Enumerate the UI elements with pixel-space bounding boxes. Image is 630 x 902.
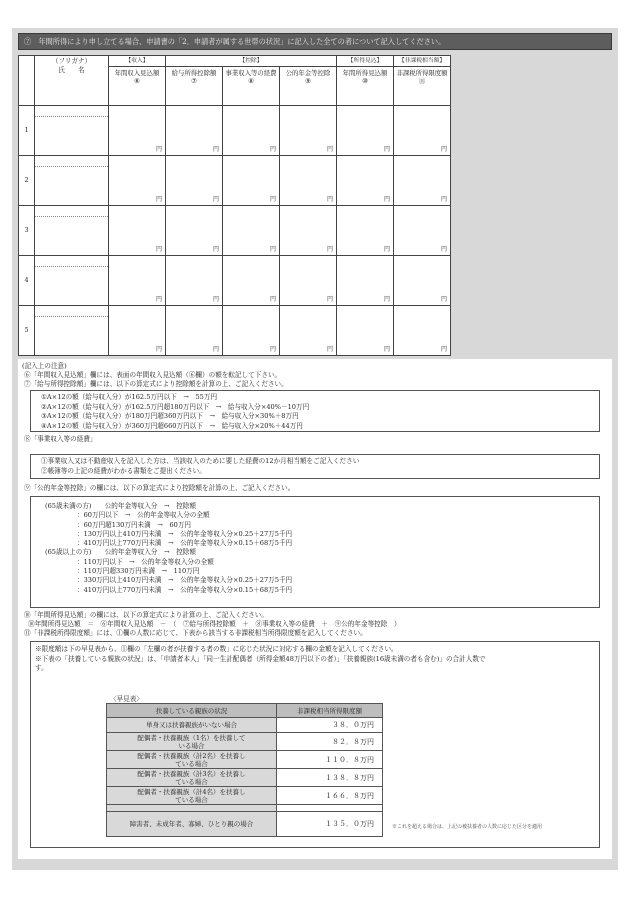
note-9-over65: (65歳以上の方) 公的年金等収入分 → 控除額 [45, 548, 196, 557]
quick-table-title: 〈早見表〉 [110, 695, 143, 703]
quick-head-limit: 非課税相当所得限度額 [277, 704, 383, 718]
table-row [19, 306, 451, 356]
amount-area [223, 156, 279, 205]
amount-area [337, 156, 393, 205]
yen-unit: 円 [269, 345, 276, 353]
quick-row [107, 751, 383, 769]
amount-area [166, 306, 222, 355]
amount-area [109, 306, 165, 355]
yen-unit: 円 [441, 295, 448, 303]
quick-row [107, 733, 383, 751]
name-cell [35, 156, 109, 206]
yen-unit: 円 [441, 245, 448, 253]
amount-area [109, 206, 165, 255]
note-9-under65: ：60万円以下 → 公的年金等収入分の全額 [77, 511, 210, 520]
amount-area [166, 106, 222, 155]
amount-cell-6 [394, 106, 451, 156]
column-label: 年間所得見込額 [342, 69, 388, 77]
amount-area [394, 256, 450, 305]
quick-row [107, 718, 383, 733]
note-9-over65: ：110万円超330万円未満 → 110万円 [77, 567, 200, 576]
note-7-item: ②A×12の額（給与収入分）が162.5万円超180万円以下 → 給与収入分×40%－10万円 [41, 402, 310, 411]
quick-status: 配偶者・扶養親族（計3名）を扶養している場合 [107, 769, 277, 787]
quick-limit: １６６．８万円 [277, 787, 383, 805]
note-9-over65: ：330万円以上410万円未満 → 公的年金等収入分×0.25＋27万5千円 [77, 576, 293, 585]
amount-area [223, 206, 279, 255]
column-number: ⑥ [134, 77, 140, 86]
furigana-line [35, 156, 108, 167]
note-9-under65: (65歳未満の方) 公的年金等収入分 → 控除額 [45, 502, 196, 510]
name-header: （フリガナ） 氏 名 [35, 56, 109, 106]
amount-area [166, 156, 222, 205]
amount-area [394, 106, 450, 155]
group-income: 【収入】 [109, 56, 166, 67]
amount-area [394, 156, 450, 205]
column-header-1 [109, 67, 166, 106]
note-9-under65: ：60万円超130万円未満 → 60万円 [77, 520, 192, 529]
note-6: ⑥「年間収入見込額」欄には、表面の年間収入見込額（⑥欄）の額を転記して下さい。 [24, 371, 282, 379]
yen-unit: 円 [155, 345, 162, 353]
column-label: 公的年金等控除 [285, 69, 331, 77]
amount-cell-2 [166, 156, 223, 206]
yen-unit: 円 [269, 195, 276, 203]
amount-cell-3 [223, 106, 280, 156]
amount-area [109, 256, 165, 305]
yen-unit: 円 [384, 345, 391, 353]
note-11: ⑪「非課税所得限度額」には、①欄の人数に応じて、下表から該当する非課税相当所得限度額を記入してください。 [24, 629, 367, 637]
quick-row [107, 769, 383, 787]
amount-cell-6 [394, 256, 451, 306]
yen-unit: 円 [212, 295, 219, 303]
yen-unit: 円 [155, 295, 162, 303]
yen-unit: 円 [269, 245, 276, 253]
yen-unit: 円 [212, 195, 219, 203]
amount-area [109, 156, 165, 205]
quick-special-status: 障害者、未成年者、寡婦、ひとり親の場合 [107, 812, 277, 837]
amount-area [337, 106, 393, 155]
group-estimate: 【所得見込】 [337, 56, 394, 67]
note-7: ⑦「給与所得控除額」欄には、以下の算定式により控除額を計算の上、ご記入ください。 [24, 380, 288, 388]
note-7-box [30, 390, 600, 432]
note-10: ⑩「年間所得見込額」の欄には、以下の算定式により計算の上、ご記入ください。 [24, 611, 268, 619]
amount-area [280, 306, 336, 355]
note-9-over65: ：410万円以上770万円未満 → 公的年金等収入分×0.15＋68万5千円 [77, 585, 293, 594]
amount-area [280, 156, 336, 205]
quick-status: 単身又は扶養親族がいない場合 [107, 718, 277, 733]
amount-area [337, 256, 393, 305]
amount-cell-3 [223, 156, 280, 206]
amount-cell-1 [109, 106, 166, 156]
column-header-5 [337, 67, 394, 106]
quick-status: 配偶者・扶養親族（計4名）を扶養している場合 [107, 787, 277, 805]
amount-area [223, 306, 279, 355]
name-cell [35, 256, 109, 306]
amount-area [166, 206, 222, 255]
column-number: ⑩ [362, 77, 368, 86]
amount-area [280, 206, 336, 255]
yen-unit: 円 [441, 345, 448, 353]
table-row [19, 156, 451, 206]
yen-unit: 円 [327, 245, 334, 253]
table-row [19, 106, 451, 156]
yen-unit: 円 [441, 195, 448, 203]
yen-unit: 円 [155, 145, 162, 153]
quick-spacer-cell [277, 805, 383, 812]
note-11-item: す。 [35, 664, 48, 672]
note-10-formula: ⑩年間所得見込額 ＝ ⑥年間収入見込額 － （ ⑦給与所得控除額 ＋ ⑧事業収入等の経費 ＋ ⑨公的年金等控除 ） [28, 620, 401, 628]
yen-unit: 円 [155, 245, 162, 253]
quick-status: 配偶者・扶養親族（1名）を扶養している場合 [107, 733, 277, 751]
amount-cell-2 [166, 106, 223, 156]
furigana-line [35, 256, 108, 267]
quick-reference-table [106, 703, 383, 837]
table-row [19, 206, 451, 256]
row-number: 5 [19, 306, 35, 356]
yen-unit: 円 [384, 195, 391, 203]
column-header-2 [166, 67, 223, 106]
yen-unit: 円 [384, 295, 391, 303]
row-number: 2 [19, 156, 35, 206]
column-label: 事業収入等の経費 [225, 69, 277, 77]
amount-cell-3 [223, 206, 280, 256]
amount-cell-1 [109, 206, 166, 256]
amount-cell-4 [280, 106, 337, 156]
column-header-6 [394, 67, 451, 106]
amount-area [337, 306, 393, 355]
quick-limit: １３８．８万円 [277, 769, 383, 787]
quick-special-limit: １３５．０万円 [277, 812, 383, 837]
group-deduction: 【控除】 [166, 56, 337, 67]
note-7-item: ①A×12の額（給与収入分）が162.5万円以下 → 55万円 [41, 393, 218, 401]
amount-area [223, 256, 279, 305]
amount-cell-1 [109, 256, 166, 306]
amount-area [394, 306, 450, 355]
amount-cell-6 [394, 156, 451, 206]
note-9-over65: ：110万円以下 → 公的年金等収入分の全額 [77, 557, 214, 566]
quick-limit: １１０．８万円 [277, 751, 383, 769]
furigana-line [35, 206, 108, 217]
quick-head-status: 扶養している親族の状況 [107, 704, 277, 718]
amount-cell-5 [337, 106, 394, 156]
quick-spacer [107, 805, 277, 812]
amount-cell-2 [166, 306, 223, 356]
yen-unit: 円 [155, 195, 162, 203]
yen-unit: 円 [384, 145, 391, 153]
note-8-box [30, 454, 600, 479]
amount-cell-6 [394, 206, 451, 256]
name-cell [35, 306, 109, 356]
amount-cell-1 [109, 306, 166, 356]
column-label: 年間収入見込額 [114, 69, 160, 77]
section-header: ⑦ 年間所得により申し立てる場合、申請書の「2．申請者が属する世帯の状況」に記入した全ての者について記入してください。 [18, 33, 612, 50]
amount-cell-4 [280, 256, 337, 306]
note-9-under65: ：410万円以上770万円未満 → 公的年金等収入分×0.15＋68万5千円 [77, 539, 293, 548]
yen-unit: 円 [384, 245, 391, 253]
amount-cell-2 [166, 256, 223, 306]
amount-cell-5 [337, 256, 394, 306]
row-number: 4 [19, 256, 35, 306]
table-row [19, 256, 451, 306]
amount-area [280, 106, 336, 155]
note-11-item: ※下表の「扶養している親族の状況」は、「申請者本人」「同一生計配偶者（所得金額48万円以下の者）」「扶養親族(16歳未満の者も含む)」の合計人数で [35, 654, 486, 663]
amount-cell-5 [337, 206, 394, 256]
column-number: ⑪ [418, 77, 426, 86]
column-number: ⑨ [305, 77, 311, 86]
amount-cell-2 [166, 206, 223, 256]
column-label: 非課税所得限度額 [396, 69, 448, 77]
note-8-item: ①事業収入又は不動産収入を記入した方は、当該収入のために要した経費の12か月相当額をご記入ください [41, 457, 360, 465]
amount-area [394, 206, 450, 255]
note-7-item: ④A×12の額（給与収入分）が360万円超660万円以下 → 給与収入分×20%＋44万円 [41, 421, 303, 430]
quick-limit: ８２．８万円 [277, 733, 383, 751]
amount-area [280, 256, 336, 305]
yen-unit: 円 [212, 245, 219, 253]
column-number: ⑧ [248, 77, 254, 86]
note-7-item: ③A×12の額（給与収入分）が180万円超360万円以下 → 給与収入分×30%＋8万円 [41, 412, 299, 420]
furigana-line [35, 106, 108, 117]
yen-unit: 円 [441, 145, 448, 153]
quick-row [107, 787, 383, 805]
row-number: 3 [19, 206, 35, 256]
notes-title: (記入上の注意) [22, 362, 67, 370]
column-number: ⑦ [191, 77, 197, 86]
yen-unit: 円 [327, 145, 334, 153]
note-8: ⑧「事業収入等の経費」 [24, 435, 97, 443]
name-cell [35, 206, 109, 256]
amount-cell-4 [280, 306, 337, 356]
amount-cell-3 [223, 256, 280, 306]
column-header-3 [223, 67, 280, 106]
amount-cell-1 [109, 156, 166, 206]
row-number-header [19, 56, 35, 106]
column-label: 給与所得控除額 [171, 69, 217, 77]
amount-cell-6 [394, 306, 451, 356]
amount-area [109, 106, 165, 155]
yen-unit: 円 [327, 295, 334, 303]
amount-cell-5 [337, 306, 394, 356]
amount-area [337, 206, 393, 255]
amount-cell-4 [280, 206, 337, 256]
row-number: 1 [19, 106, 35, 156]
yen-unit: 円 [327, 345, 334, 353]
column-header-4 [280, 67, 337, 106]
amount-cell-4 [280, 156, 337, 206]
name-cell [35, 106, 109, 156]
yen-unit: 円 [212, 345, 219, 353]
quick-status: 配偶者・扶養親族（計2名）を扶養している場合 [107, 751, 277, 769]
amount-cell-3 [223, 306, 280, 356]
note-9-under65: ：130万円以上410万円未満 → 公的年金等収入分×0.25＋27万5千円 [77, 529, 293, 538]
yen-unit: 円 [212, 145, 219, 153]
note-8-item: ②帳簿等の上記の経費がわかる書類をご提出ください。 [41, 466, 206, 475]
amount-area [223, 106, 279, 155]
amount-cell-5 [337, 156, 394, 206]
yen-unit: 円 [269, 295, 276, 303]
note-11-item: ※限度額は下の早見表から、①欄の「左欄の者が扶養する者の数」に応じた状況に対応する欄の金額を記入してください。 [35, 645, 398, 653]
furigana-line [35, 306, 108, 317]
amount-area [166, 256, 222, 305]
group-limit: 【非課税相当額】 [394, 56, 451, 67]
quick-limit: ３８．０万円 [277, 718, 383, 733]
yen-unit: 円 [327, 195, 334, 203]
note-9-box [30, 496, 600, 608]
quick-table-note: ※これを超える場合は、上記の被扶養者の人数に応じた区分を適用 [392, 824, 543, 830]
note-9: ⑨「公的年金等控除」の欄には、以下の算定式により控除額を計算の上、ご記入ください。 [24, 484, 295, 492]
yen-unit: 円 [269, 145, 276, 153]
income-table [18, 55, 451, 356]
